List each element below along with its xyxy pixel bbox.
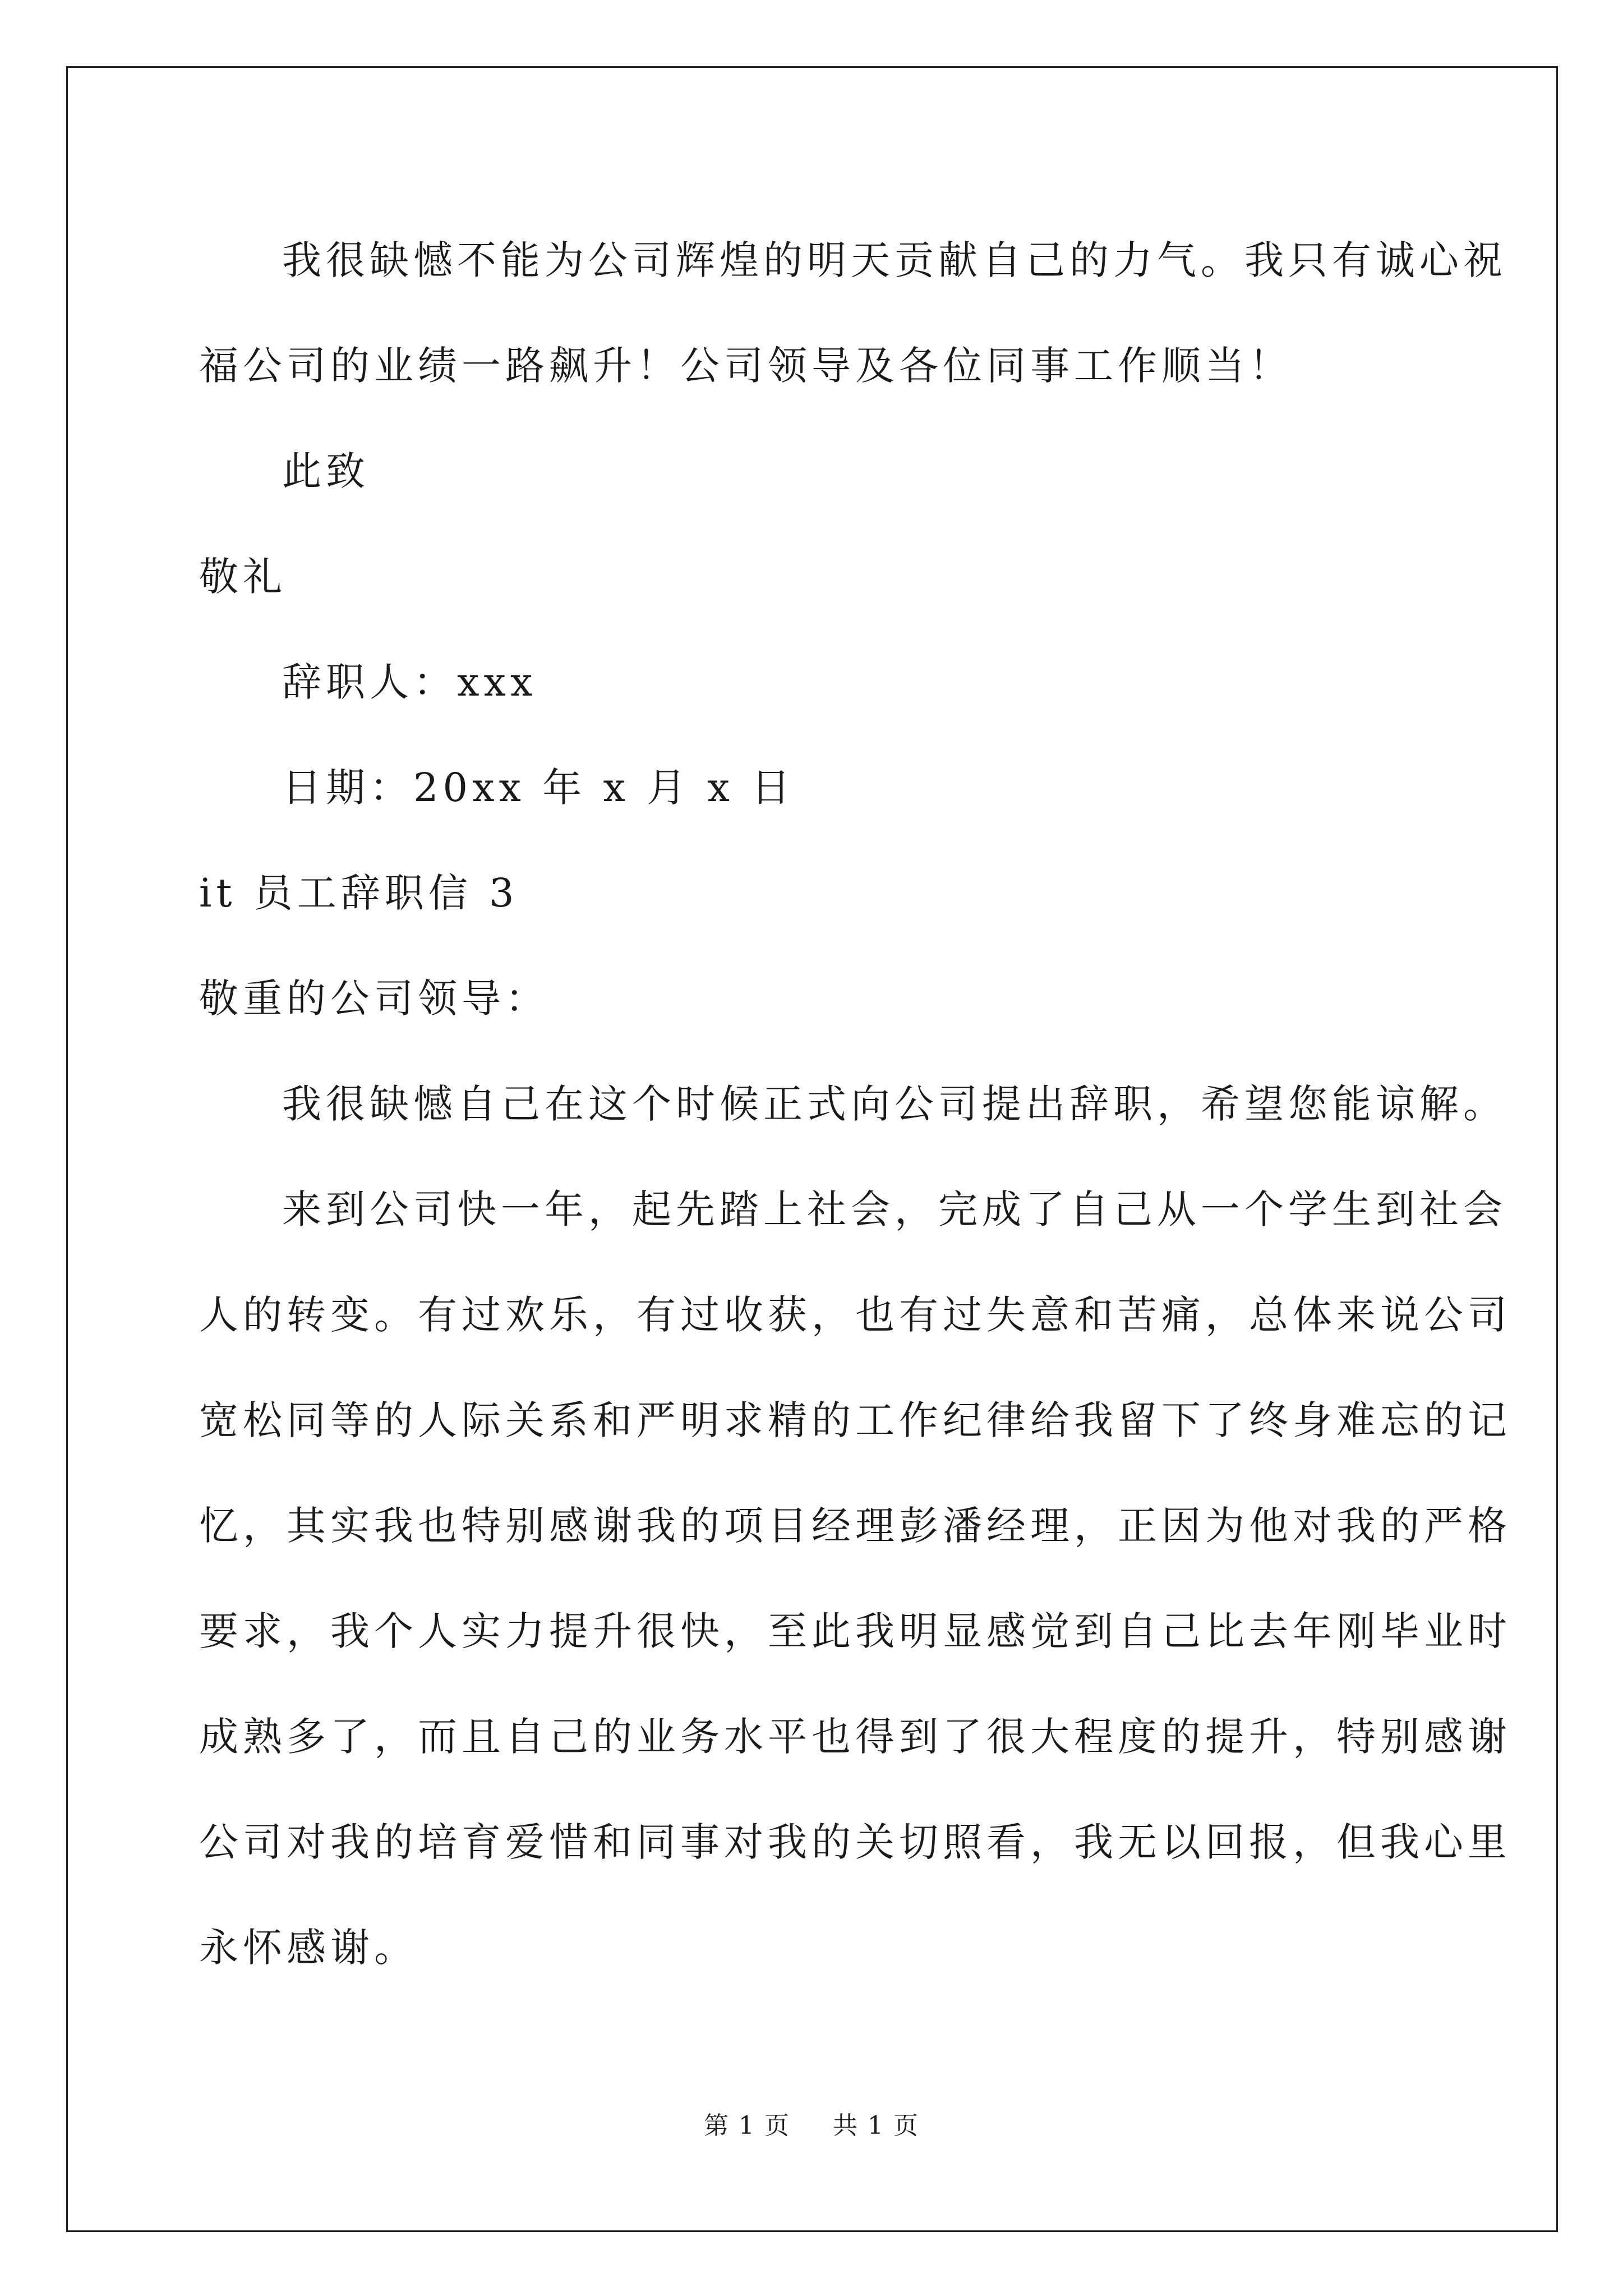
paragraph-line: 公司对我的培育爱惜和同事对我的关切照看，我无以回报，但我心里 — [199, 1819, 1511, 1865]
paragraph-line: 我很缺憾不能为公司辉煌的明天贡献自己的力气。我只有诚心祝 — [282, 237, 1507, 283]
page-footer — [0, 2109, 1623, 2143]
paragraph-line: 永怀感谢。 — [199, 1925, 418, 1971]
paragraph-line: 要求，我个人实力提升很快，至此我明显感觉到自己比去年刚毕业时 — [199, 1608, 1511, 1654]
paragraph-line: 福公司的业绩一路飙升！公司领导及各位同事工作顺当！ — [199, 343, 1293, 389]
date-line: 日期：20xx 年 x 月 x 日 — [282, 765, 795, 811]
paragraph-line: 忆，其实我也特别感谢我的项目经理彭潘经理，正因为他对我的严格 — [199, 1503, 1511, 1549]
signature-line: 辞职人：xxx — [282, 659, 537, 705]
paragraph-line: 人的转变。有过欢乐，有过收获，也有过失意和苦痛，总体来说公司 — [199, 1292, 1511, 1338]
paragraph-line: 来到公司快一年，起先踏上社会，完成了自己从一个学生到社会 — [282, 1186, 1507, 1232]
page-number: 第 1 页 — [704, 2111, 790, 2140]
closing-line: 此致 — [282, 448, 370, 494]
salutation-line: 敬礼 — [199, 554, 287, 600]
paragraph-line: 宽松同等的人际关系和严明求精的工作纪律给我留下了终身难忘的记 — [199, 1397, 1511, 1443]
page-total: 共 1 页 — [833, 2111, 919, 2140]
greeting-line: 敬重的公司领导： — [199, 976, 549, 1022]
paragraph-line: 我很缺憾自己在这个时候正式向公司提出辞职，希望您能谅解。 — [282, 1081, 1507, 1127]
section-title: it 员工辞职信 3 — [199, 870, 519, 916]
document-body — [199, 208, 1511, 2000]
paragraph-line: 成熟多了，而且自己的业务水平也得到了很大程度的提升，特别感谢 — [199, 1714, 1511, 1760]
